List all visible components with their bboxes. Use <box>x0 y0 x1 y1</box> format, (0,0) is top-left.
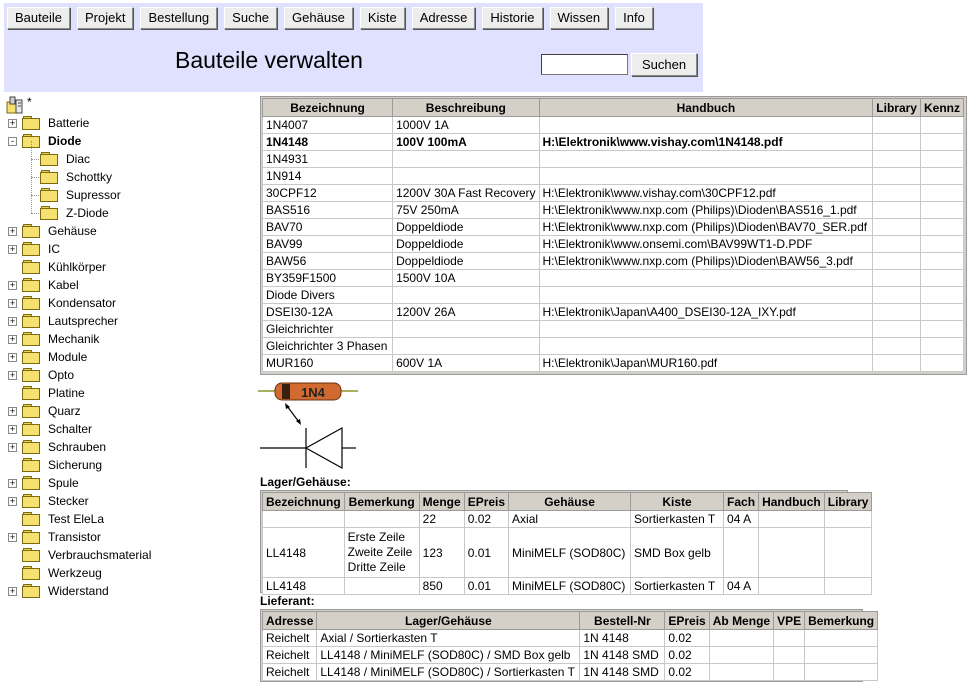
expand-icon[interactable]: + <box>9 226 16 236</box>
folder-icon <box>22 116 40 129</box>
tree-item-gehäuse[interactable] <box>6 222 256 240</box>
table-cell: H:\Elektronik\www.nxp.com (Philips)\Dioden\BAV70_SER.pdf <box>539 219 873 236</box>
table-cell: 1N914 <box>263 168 393 185</box>
table-row[interactable] <box>263 219 964 236</box>
column-header-handbuch[interactable]: Handbuch <box>539 99 873 117</box>
table-cell: 1N 4148 SMD <box>580 647 665 664</box>
table-cell: Reichelt <box>263 664 317 681</box>
stock-table <box>262 492 872 595</box>
table-cell: 1200V 26A <box>393 304 539 321</box>
expand-icon[interactable]: + <box>9 298 16 308</box>
tree-item-schrauben[interactable] <box>6 438 256 456</box>
header-band <box>4 3 703 92</box>
diode-component-image <box>258 378 358 474</box>
table-cell: Reichelt <box>263 647 317 664</box>
table-cell: 600V 1A <box>393 355 539 372</box>
expand-icon[interactable]: + <box>9 532 16 542</box>
table-row[interactable] <box>263 647 878 664</box>
table-cell <box>539 117 873 134</box>
table-cell: Sortierkasten T <box>631 511 724 528</box>
folder-icon <box>22 332 40 345</box>
table-cell <box>344 528 419 578</box>
table-cell: Axial / Sortierkasten T <box>317 630 580 647</box>
column-header-adresse[interactable]: Adresse <box>263 612 317 630</box>
search-input[interactable] <box>541 54 628 75</box>
folder-icon <box>22 458 40 471</box>
remark-line: Zweite Zeile <box>347 545 413 559</box>
tree-item-label: Module <box>48 350 88 364</box>
nav-button-historie[interactable]: Historie <box>482 7 542 29</box>
column-header-beschreibung[interactable]: Beschreibung <box>393 99 539 117</box>
nav-button-kiste[interactable]: Kiste <box>360 7 405 29</box>
table-cell: 1N4148 <box>263 134 393 151</box>
table-cell <box>873 304 921 321</box>
table-cell: MUR160 <box>263 355 393 372</box>
expand-icon[interactable]: + <box>9 370 16 380</box>
table-cell <box>873 355 921 372</box>
table-cell <box>393 151 539 168</box>
tree-item-label: Schalter <box>48 422 93 436</box>
table-cell: 04 A <box>724 511 759 528</box>
expand-icon[interactable]: + <box>9 316 16 326</box>
table-cell: Doppeldiode <box>393 253 539 270</box>
table-cell: BAW56 <box>263 253 393 270</box>
tree-item-label: Transistor <box>48 530 101 544</box>
folder-icon <box>22 476 40 489</box>
table-row[interactable] <box>263 355 964 372</box>
table-cell: H:\Elektronik\Japan\A400_DSEI30-12A_IXY.pdf <box>539 304 873 321</box>
tree-item-label: Stecker <box>48 494 89 508</box>
tree-item-label: Werkzeug <box>48 566 102 580</box>
table-row[interactable] <box>263 511 872 528</box>
remark-line: Erste Zeile <box>347 530 406 544</box>
table-cell: 0.01 <box>464 528 508 578</box>
folder-icon <box>22 224 40 237</box>
tree-item-label: Mechanik <box>48 332 100 346</box>
table-cell <box>920 185 963 202</box>
tree-item-diac[interactable] <box>6 150 256 168</box>
tree-item-supressor[interactable] <box>6 186 256 204</box>
folder-icon <box>22 350 40 363</box>
table-cell: 123 <box>419 528 464 578</box>
tree-item-schottky[interactable] <box>6 168 256 186</box>
table-cell <box>920 287 963 304</box>
table-row[interactable] <box>263 202 964 219</box>
column-header-gehäuse[interactable]: Gehäuse <box>509 493 631 511</box>
table-cell <box>873 253 921 270</box>
supplier-table <box>262 611 878 681</box>
tree-item-diode[interactable] <box>6 132 256 150</box>
table-row[interactable] <box>263 287 964 304</box>
expand-icon[interactable]: + <box>9 424 16 434</box>
table-cell <box>920 151 963 168</box>
table-cell <box>920 236 963 253</box>
tree-root-marker: * <box>27 95 32 109</box>
table-cell: H:\Elektronik\www.vishay.com\30CPF12.pdf <box>539 185 873 202</box>
table-row[interactable] <box>263 270 964 287</box>
tree-item-transistor[interactable] <box>6 528 256 546</box>
search-button[interactable]: Suchen <box>631 53 697 76</box>
tree-item-label: Gehäuse <box>48 224 97 238</box>
table-cell <box>920 219 963 236</box>
table-cell: SMD Box gelb <box>631 528 724 578</box>
nav-button-info[interactable]: Info <box>615 7 653 29</box>
table-cell <box>824 528 872 578</box>
table-cell <box>805 647 878 664</box>
tree-item-label: Z-Diode <box>66 206 109 220</box>
table-cell <box>539 168 873 185</box>
tree-item-label: Supressor <box>66 188 121 202</box>
table-cell: 0.01 <box>464 578 508 595</box>
table-cell <box>873 202 921 219</box>
table-cell: Axial <box>509 511 631 528</box>
folder-icon <box>22 296 40 309</box>
nav-button-wissen[interactable]: Wissen <box>550 7 609 29</box>
table-cell <box>920 253 963 270</box>
column-header-epreis[interactable]: EPreis <box>464 493 508 511</box>
folder-icon <box>22 386 40 399</box>
folder-icon <box>22 530 40 543</box>
table-cell <box>759 578 825 595</box>
tree-item-sicherung[interactable] <box>6 456 256 474</box>
tree-item-label: Schottky <box>66 170 113 184</box>
tree-item-label: Test EleLa <box>48 512 105 526</box>
table-cell: H:\Elektronik\www.nxp.com (Philips)\Dioden\BAS516_1.pdf <box>539 202 873 219</box>
column-header-bestell-nr[interactable]: Bestell-Nr <box>580 612 665 630</box>
parts-table <box>262 98 964 372</box>
table-row[interactable] <box>263 338 964 355</box>
table-row[interactable] <box>263 304 964 321</box>
table-cell: 1N4931 <box>263 151 393 168</box>
column-header-fach[interactable]: Fach <box>724 493 759 511</box>
table-cell: LL4148 / MiniMELF (SOD80C) / Sortierkasten T <box>317 664 580 681</box>
tree-item-label: Platine <box>48 386 85 400</box>
table-row[interactable] <box>263 151 964 168</box>
folder-icon <box>22 440 40 453</box>
table-row[interactable] <box>263 117 964 134</box>
table-cell: 1N 4148 <box>580 630 665 647</box>
table-cell: Doppeldiode <box>393 236 539 253</box>
tree-item-label: IC <box>48 242 60 256</box>
tree-item-label: Quarz <box>48 404 81 418</box>
table-cell <box>393 168 539 185</box>
tree-item-widerstand[interactable] <box>6 582 256 600</box>
tree-item-label: Lautsprecher <box>48 314 119 328</box>
table-cell: BY359F1500 <box>263 270 393 287</box>
table-cell: 0.02 <box>665 630 709 647</box>
table-cell: 1000V 1A <box>393 117 539 134</box>
table-cell <box>824 511 872 528</box>
expand-icon[interactable]: + <box>9 586 16 596</box>
table-cell: 75V 250mA <box>393 202 539 219</box>
table-cell: H:\Elektronik\www.nxp.com (Philips)\Dioden\BAW56_3.pdf <box>539 253 873 270</box>
table-cell <box>263 511 345 528</box>
folder-icon <box>22 512 40 525</box>
table-cell: DSEI30-12A <box>263 304 393 321</box>
table-row[interactable] <box>263 253 964 270</box>
table-cell: 100V 100mA <box>393 134 539 151</box>
table-cell <box>873 168 921 185</box>
folder-icon <box>22 260 40 273</box>
page-title: Bauteile verwalten <box>175 47 363 73</box>
nav-button-bestellung[interactable]: Bestellung <box>140 7 217 29</box>
tree-item-test-elela[interactable] <box>6 510 256 528</box>
table-row[interactable] <box>263 528 872 578</box>
table-cell: 0.02 <box>665 664 709 681</box>
table-cell: BAS516 <box>263 202 393 219</box>
supplier-section-label: Lieferant: <box>260 594 315 608</box>
table-cell: LL4148 / MiniMELF (SOD80C) / SMD Box gelb <box>317 647 580 664</box>
table-cell <box>724 528 759 578</box>
nav-button-bauteile[interactable]: Bauteile <box>7 7 70 29</box>
tree-item-ic[interactable] <box>6 240 256 258</box>
expand-icon[interactable]: + <box>9 280 16 290</box>
column-header-menge[interactable]: Menge <box>419 493 464 511</box>
tree-item-label: Verbrauchsmaterial <box>48 548 152 562</box>
table-cell <box>873 321 921 338</box>
main-nav <box>7 7 653 29</box>
folder-icon <box>22 242 40 255</box>
table-cell: MiniMELF (SOD80C) <box>509 578 631 595</box>
table-row[interactable] <box>263 185 964 202</box>
tree-item-platine[interactable] <box>6 384 256 402</box>
tree-item-kühlkörper[interactable] <box>6 258 256 276</box>
expand-icon[interactable]: + <box>9 352 16 362</box>
tree-item-batterie[interactable] <box>6 114 256 132</box>
table-cell: 850 <box>419 578 464 595</box>
tree-item-mechanik[interactable] <box>6 330 256 348</box>
table-cell <box>539 321 873 338</box>
table-row[interactable] <box>263 236 964 253</box>
tree-item-verbrauchsmaterial[interactable] <box>6 546 256 564</box>
tree-item-label: Widerstand <box>48 584 109 598</box>
table-cell <box>774 664 805 681</box>
table-cell <box>873 287 921 304</box>
table-cell: H:\Elektronik\www.onsemi.com\BAV99WT1-D.PDF <box>539 236 873 253</box>
tree-item-label: Schrauben <box>48 440 107 454</box>
table-cell <box>774 647 805 664</box>
table-cell <box>920 338 963 355</box>
table-cell: 22 <box>419 511 464 528</box>
table-cell <box>709 630 773 647</box>
table-cell: 0.02 <box>665 647 709 664</box>
folder-icon <box>22 566 40 579</box>
table-cell: 04 A <box>724 578 759 595</box>
expand-icon[interactable]: + <box>9 334 16 344</box>
tree-item-quarz[interactable] <box>6 402 256 420</box>
table-cell: 1N4007 <box>263 117 393 134</box>
table-cell <box>539 287 873 304</box>
table-cell <box>873 270 921 287</box>
column-header-library[interactable]: Library <box>873 99 921 117</box>
nav-button-gehäuse[interactable]: Gehäuse <box>284 7 353 29</box>
tree-item-schalter[interactable] <box>6 420 256 438</box>
expand-icon[interactable]: + <box>9 406 16 416</box>
tree-item-label: Opto <box>48 368 75 382</box>
tree-item-label: Spule <box>48 476 79 490</box>
table-cell: Diode Divers <box>263 287 393 304</box>
tree-item-label: Sicherung <box>48 458 103 472</box>
column-header-bemerkung[interactable]: Bemerkung <box>344 493 419 511</box>
tree-item-label: Diac <box>66 152 91 166</box>
diode-marking: 1N4 <box>301 385 325 400</box>
table-cell: LL4148 <box>263 578 345 595</box>
table-cell <box>920 321 963 338</box>
expand-icon[interactable]: + <box>9 478 16 488</box>
table-cell: Gleichrichter <box>263 321 393 338</box>
folder-icon <box>40 188 58 201</box>
stock-section-label: Lager/Gehäuse: <box>260 475 351 489</box>
table-row[interactable] <box>263 578 872 595</box>
table-cell <box>873 185 921 202</box>
tree-item-werkzeug[interactable] <box>6 564 256 582</box>
tree-item-kabel[interactable] <box>6 276 256 294</box>
expand-icon[interactable]: + <box>9 442 16 452</box>
tree-item-opto[interactable] <box>6 366 256 384</box>
table-cell: MiniMELF (SOD80C) <box>509 528 631 578</box>
parts-root-icon <box>6 96 26 114</box>
folder-icon <box>22 368 40 381</box>
column-header-bezeichnung[interactable]: Bezeichnung <box>263 493 345 511</box>
table-cell <box>393 338 539 355</box>
table-cell <box>873 236 921 253</box>
tree-item-stecker[interactable] <box>6 492 256 510</box>
tree-item-label: Kühlkörper <box>48 260 107 274</box>
table-cell: 30CPF12 <box>263 185 393 202</box>
nav-button-suche[interactable]: Suche <box>224 7 277 29</box>
table-cell <box>393 321 539 338</box>
column-header-lager-gehäuse[interactable]: Lager/Gehäuse <box>317 612 580 630</box>
table-cell <box>920 168 963 185</box>
table-row[interactable] <box>263 664 878 681</box>
tree-item-label: Kabel <box>48 278 79 292</box>
table-cell: LL4148 <box>263 528 345 578</box>
table-cell: BAV70 <box>263 219 393 236</box>
column-header-bezeichnung[interactable]: Bezeichnung <box>263 99 393 117</box>
table-cell <box>774 630 805 647</box>
tree-item-label: Batterie <box>48 116 90 130</box>
table-cell <box>920 117 963 134</box>
collapse-icon[interactable]: - <box>8 137 17 146</box>
table-cell: 1200V 30A Fast Recovery <box>393 185 539 202</box>
folder-icon <box>40 170 58 183</box>
folder-icon <box>22 494 40 507</box>
table-cell <box>873 338 921 355</box>
column-header-epreis[interactable]: EPreis <box>665 612 709 630</box>
tree-item-kondensator[interactable] <box>6 294 256 312</box>
expand-icon[interactable]: + <box>9 244 16 254</box>
column-header-library[interactable]: Library <box>824 493 872 511</box>
table-cell <box>873 117 921 134</box>
table-cell <box>920 304 963 321</box>
table-row[interactable] <box>263 630 878 647</box>
remark-line: Dritte Zeile <box>347 560 406 574</box>
table-cell: H:\Elektronik\Japan\MUR160.pdf <box>539 355 873 372</box>
folder-icon <box>40 152 58 165</box>
table-row[interactable] <box>263 321 964 338</box>
table-cell <box>873 134 921 151</box>
table-cell: 1500V 10A <box>393 270 539 287</box>
table-cell: BAV99 <box>263 236 393 253</box>
table-cell: Sortierkasten T <box>631 578 724 595</box>
folder-icon <box>22 584 40 597</box>
table-cell: 0.02 <box>464 511 508 528</box>
table-cell <box>344 578 419 595</box>
nav-button-projekt[interactable]: Projekt <box>77 7 133 29</box>
table-cell <box>759 528 825 578</box>
table-cell <box>873 151 921 168</box>
column-header-handbuch[interactable]: Handbuch <box>759 493 825 511</box>
table-cell <box>805 664 878 681</box>
table-cell <box>920 202 963 219</box>
table-cell <box>393 287 539 304</box>
column-header-kennz[interactable]: Kennz <box>920 99 963 117</box>
column-header-ab-menge[interactable]: Ab Menge <box>709 612 773 630</box>
folder-icon <box>22 422 40 435</box>
folder-icon <box>22 314 40 327</box>
column-header-vpe[interactable]: VPE <box>774 612 805 630</box>
table-cell <box>920 355 963 372</box>
table-cell <box>759 511 825 528</box>
folder-icon <box>22 548 40 561</box>
table-row[interactable] <box>263 134 964 151</box>
table-cell: Doppeldiode <box>393 219 539 236</box>
table-cell <box>344 511 419 528</box>
table-cell: Gleichrichter 3 Phasen <box>263 338 393 355</box>
folder-icon <box>40 206 58 219</box>
table-cell <box>709 664 773 681</box>
tree-item-module[interactable] <box>6 348 256 366</box>
tree-item-lautsprecher[interactable] <box>6 312 256 330</box>
table-cell <box>709 647 773 664</box>
table-cell: Reichelt <box>263 630 317 647</box>
folder-icon <box>22 404 40 417</box>
tree-item-label: Kondensator <box>48 296 117 310</box>
tree-item-spule[interactable] <box>6 474 256 492</box>
tree-item-z-diode[interactable] <box>6 204 256 222</box>
table-cell <box>920 270 963 287</box>
table-cell <box>824 578 872 595</box>
column-header-kiste[interactable]: Kiste <box>631 493 724 511</box>
folder-icon <box>22 278 40 291</box>
table-cell <box>920 134 963 151</box>
nav-button-adresse[interactable]: Adresse <box>412 7 476 29</box>
table-row[interactable] <box>263 168 964 185</box>
column-header-bemerkung[interactable]: Bemerkung <box>805 612 878 630</box>
table-cell <box>539 338 873 355</box>
expand-icon[interactable]: + <box>9 496 16 506</box>
table-cell <box>539 151 873 168</box>
tree-item-label: Diode <box>48 134 82 148</box>
category-tree <box>6 96 256 600</box>
table-cell <box>805 630 878 647</box>
tree-root[interactable] <box>6 96 256 114</box>
table-cell: 1N 4148 SMD <box>580 664 665 681</box>
table-cell <box>539 270 873 287</box>
table-cell <box>873 219 921 236</box>
expand-icon[interactable]: + <box>9 118 16 128</box>
table-cell: H:\Elektronik\www.vishay.com\1N4148.pdf <box>539 134 873 151</box>
